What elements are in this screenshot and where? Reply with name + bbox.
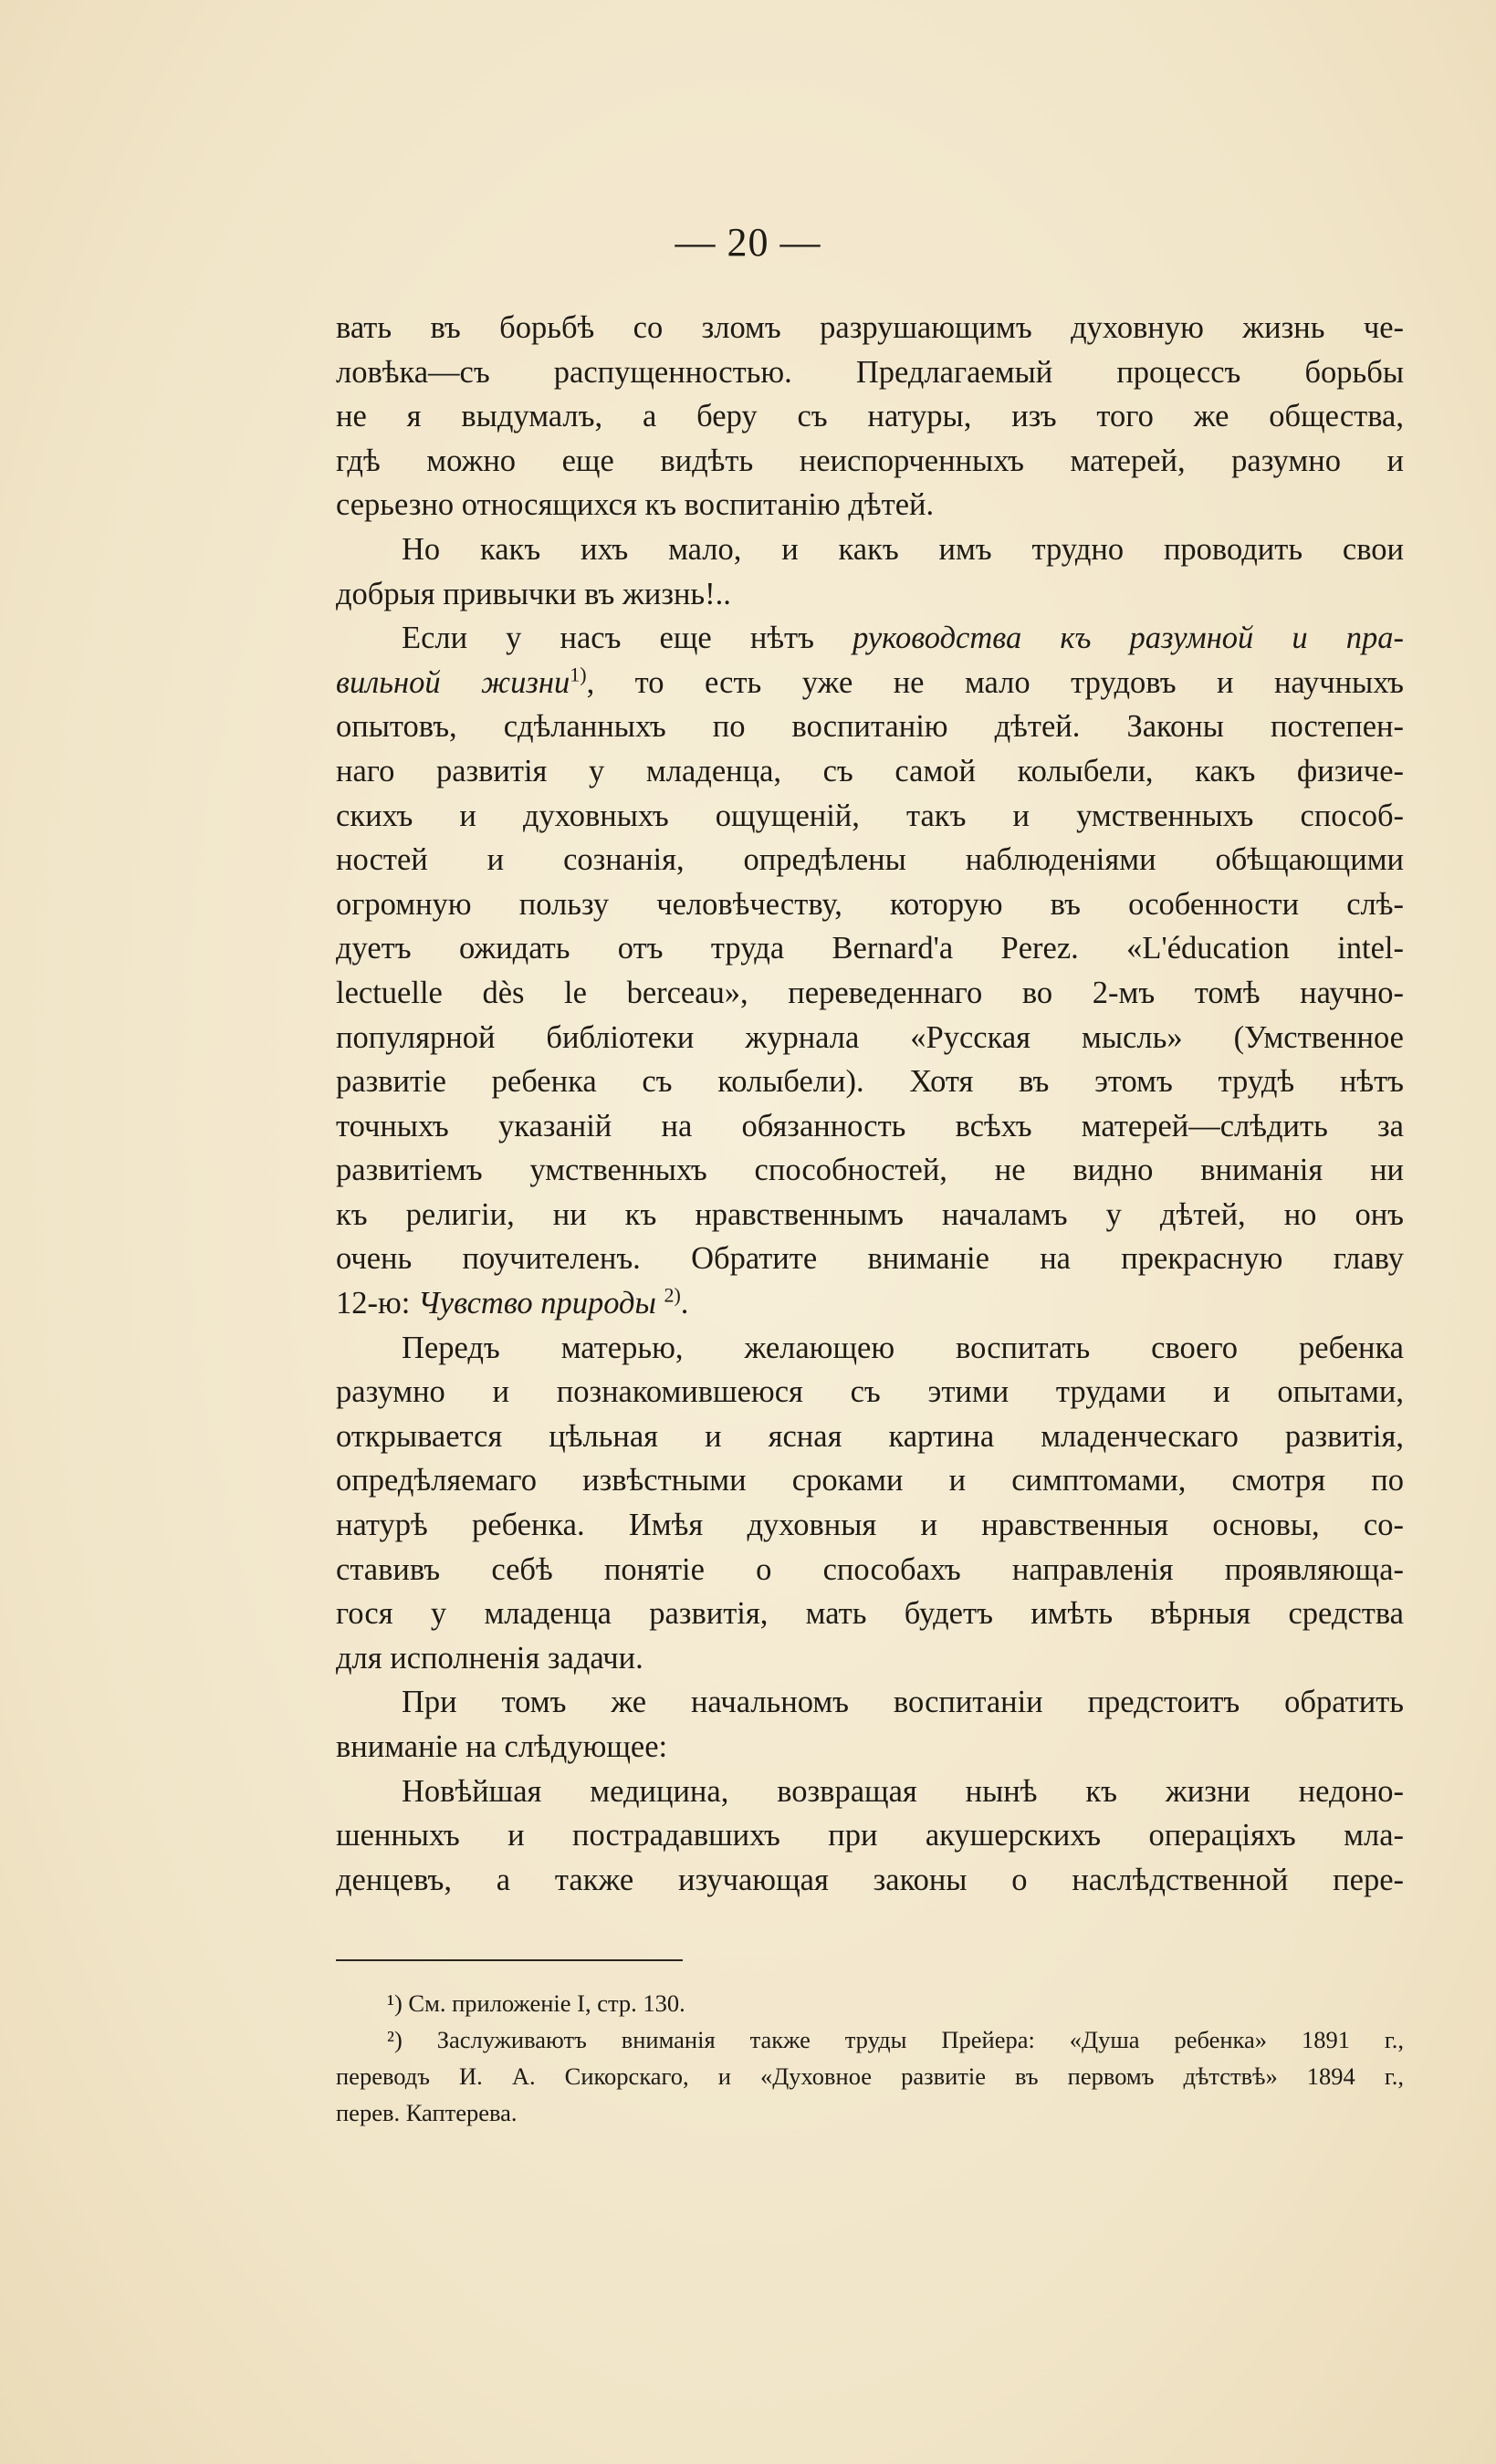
line-text: точныхъ указаній на обязанность всѣхъ матерей—слѣдить за <box>336 1108 1404 1143</box>
text-line <box>336 1770 1404 1814</box>
text-line <box>336 572 1404 617</box>
text-line <box>336 1370 1404 1415</box>
line-text: наго развитія у младенца, съ самой колыбели, какъ физиче- <box>336 753 1404 788</box>
text-line <box>336 306 1404 350</box>
text-line <box>336 1326 1404 1371</box>
text-line <box>336 1636 1404 1681</box>
footnote-line: перев. Каптерева. <box>336 2099 518 2126</box>
line-text: вать въ борьбѣ со зломъ разрушающимъ духовную жизнь че- <box>336 310 1404 345</box>
text-line <box>336 661 1404 705</box>
text-line <box>336 1858 1404 1903</box>
line-text: ставивъ себѣ понятіе о способахъ направленія проявляюща- <box>336 1551 1404 1587</box>
text-line <box>336 794 1404 839</box>
line-text: денцевъ, а также изучающая законы о наслѣдственной пере- <box>336 1862 1404 1897</box>
text-line <box>336 882 1404 927</box>
text-line <box>336 1016 1404 1060</box>
page-number: — 20 — <box>675 220 821 265</box>
line-text: добрыя привычки въ жизнь!.. <box>336 576 731 611</box>
text-line <box>336 483 1404 527</box>
footnote-separator <box>336 1959 683 1961</box>
line-text: серьезно относящихся къ воспитанію дѣтей. <box>336 487 935 523</box>
text-line <box>336 1193 1404 1237</box>
text-line <box>336 1281 1404 1326</box>
line-text: очень поучителенъ. Обратите вниманіе на прекрасную главу <box>336 1241 1404 1277</box>
text-line <box>336 1458 1404 1503</box>
main-text <box>336 306 1404 1902</box>
footnote-line: ²) Заслуживаютъ вниманія также труды Прейера: «Душа ребенка» 1891 г., <box>387 2026 1404 2053</box>
text-line <box>336 527 1404 572</box>
text-line <box>336 1725 1404 1770</box>
line-text: развитіемъ умственныхъ способностей, не видно вниманія ни <box>336 1153 1404 1188</box>
line-text: разумно и познакомившеюся съ этими трудами и опытами, <box>336 1374 1404 1410</box>
text-line <box>336 838 1404 882</box>
text-line <box>336 1548 1404 1592</box>
line-text: ностей и сознанія, опредѣлены наблюденіями обѣщающими <box>336 842 1404 878</box>
text-line <box>336 1680 1404 1725</box>
text-line <box>336 1060 1404 1104</box>
line-text: При томъ же начальномъ воспитаніи предстоитъ обратить <box>402 1685 1404 1720</box>
line-text: 12-ю: <box>336 1286 418 1321</box>
line-text: открывается цѣльная и ясная картина младенческаго развитія, <box>336 1418 1404 1454</box>
line-text: Новѣйшая медицина, возвращая нынѣ къ жизни недоно- <box>402 1773 1404 1809</box>
line-text: опытовъ, сдѣланныхъ по воспитанію дѣтей. Законы постепен- <box>336 709 1404 745</box>
text-line <box>336 350 1404 395</box>
footnote-ref: 2) <box>664 1283 681 1307</box>
text-line <box>336 1813 1404 1858</box>
line-text: ловѣка—съ распущенностью. Предлагаемый процессъ борьбы <box>336 354 1404 390</box>
line-text: развитіе ребенка съ колыбели). Хотя въ этомъ трудѣ нѣтъ <box>336 1064 1404 1100</box>
line-text: дуетъ ожидать отъ труда Bernard'a Perez. «L'éducation intel- <box>336 931 1404 966</box>
line-text: для исполненія задачи. <box>336 1640 643 1676</box>
line-text: скихъ и духовныхъ ощущеній, такъ и умственныхъ способ- <box>336 798 1404 833</box>
line-text: къ религіи, ни къ нравственнымъ началамъ у дѣтей, но онъ <box>336 1196 1404 1232</box>
italic-text: вильной жизни <box>336 664 570 700</box>
line-text: натурѣ ребенка. Имѣя духовныя и нравственныя основы, со- <box>336 1508 1404 1543</box>
italic-text: Чувство природы <box>417 1286 656 1321</box>
text-line <box>336 971 1404 1016</box>
line-text: огромную пользу человѣчеству, которую въ особенности слѣ- <box>336 886 1404 922</box>
line-text: гдѣ можно еще видѣть неиспорченныхъ матерей, разумно и <box>336 443 1404 478</box>
text-line <box>336 616 1404 661</box>
text-line <box>336 394 1404 439</box>
footnote-line: ¹) См. приложеніе I, стр. 130. <box>387 1989 685 2017</box>
text-line <box>336 926 1404 971</box>
italic-text: руководства къ разумной и пра- <box>853 621 1405 656</box>
text-line <box>336 1237 1404 1281</box>
footnotes <box>336 1985 1404 2131</box>
line-text: не я выдумалъ, а беру съ натуры, изъ того же общества, <box>336 399 1404 434</box>
footnote-ref: 1) <box>570 663 587 686</box>
line-text: Если у насъ еще нѣтъ <box>402 621 853 656</box>
line-text: Но какъ ихъ мало, и какъ имъ трудно проводить свои <box>402 531 1404 567</box>
line-text: популярной библіотеки журнала «Русская мысль» (Умственное <box>336 1019 1404 1055</box>
line-text: шенныхъ и пострадавшихъ при акушерскихъ операціяхъ мла- <box>336 1818 1404 1853</box>
text-line <box>336 1148 1404 1193</box>
text-line <box>336 1592 1404 1636</box>
text-line <box>336 749 1404 794</box>
text-line <box>336 1415 1404 1459</box>
line-text: . <box>680 1286 689 1321</box>
text-line <box>336 439 1404 484</box>
line-text: Передъ матерью, желающею воспитать своего ребенка <box>402 1330 1404 1365</box>
text-line <box>336 1104 1404 1149</box>
line-text: гося у младенца развитія, мать будетъ имѣть вѣрныя средства <box>336 1596 1404 1632</box>
line-text: lectuelle dès le berceau», переведеннаго во 2-мъ томѣ научно- <box>336 975 1404 1010</box>
text-line <box>336 1503 1404 1548</box>
line-text: , то есть уже не мало трудовъ и научныхъ <box>586 664 1404 700</box>
text-line <box>336 705 1404 749</box>
footnote-line: переводъ И. А. Сикорскаго, и «Духовное развитіе въ первомъ дѣтствѣ» 1894 г., <box>336 2062 1404 2090</box>
line-text: опредѣляемаго извѣстными сроками и симптомами, смотря по <box>336 1463 1404 1498</box>
line-text: вниманіе на слѣдующее: <box>336 1729 668 1764</box>
